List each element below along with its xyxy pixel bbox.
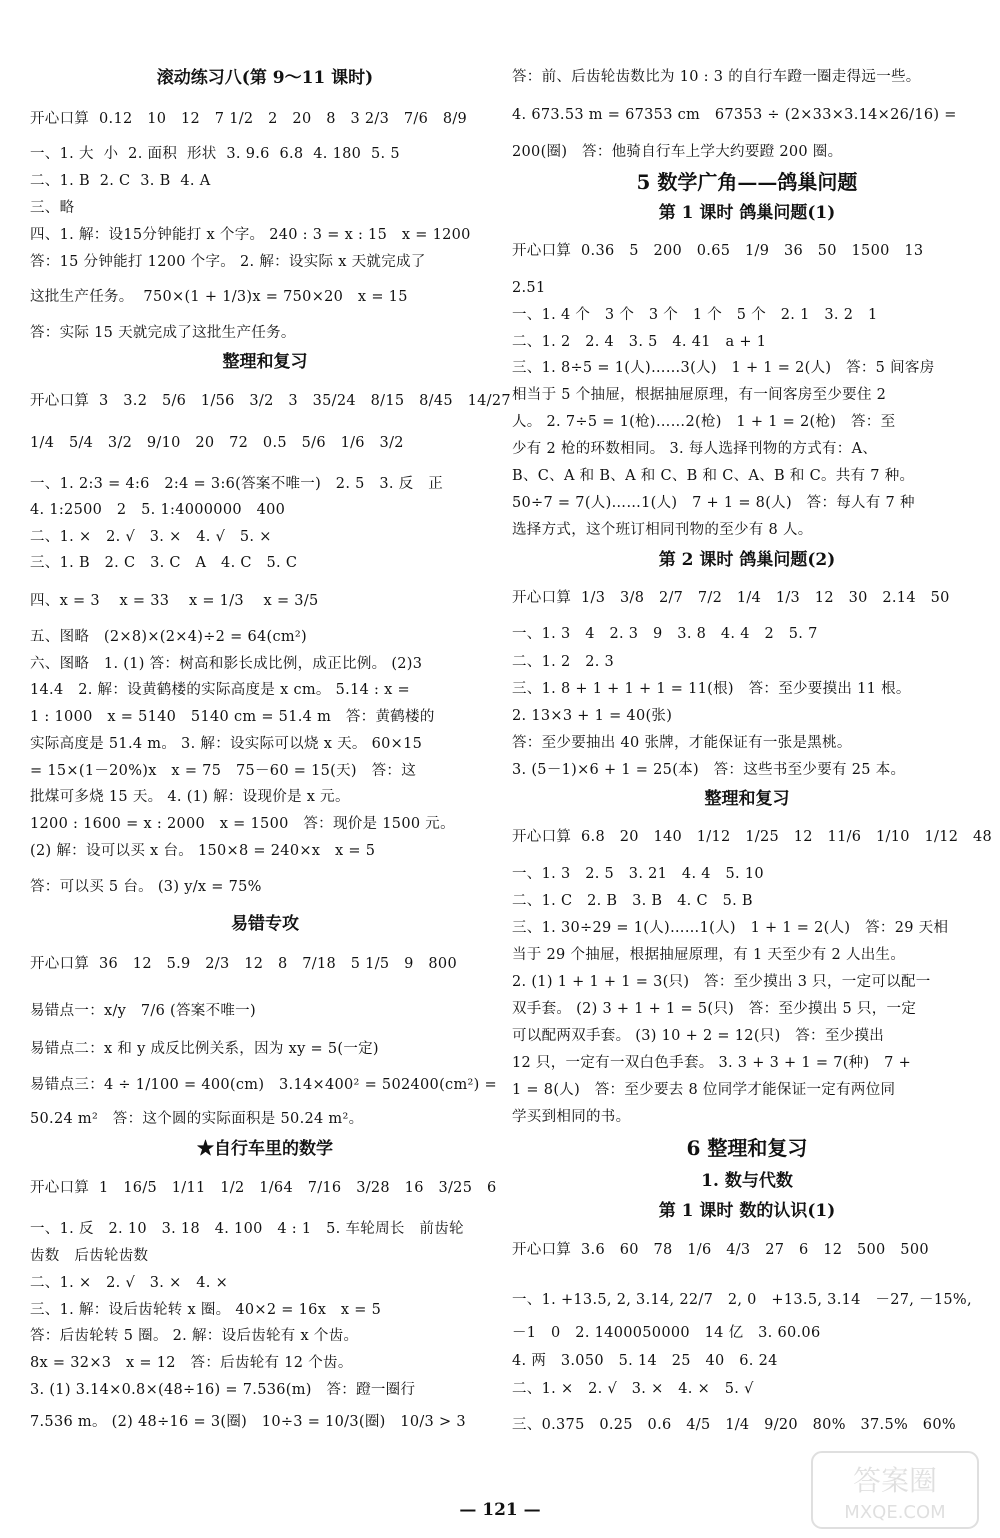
- text-line: 易错点二：x 和 y 成反比例关系，因为 xy = 5(一定): [30, 1041, 379, 1057]
- text-line: 1 = 8(人) 答：至少要去 8 位同学才能保证一定有两位同: [512, 1082, 896, 1098]
- text-line: －1 0 2. 1400050000 14 亿 3. 60.06: [512, 1325, 821, 1341]
- text-line: 50÷7 = 7(人)……1(人) 7 + 1 = 8(人) 答：每人有 7 种: [512, 495, 915, 511]
- text-line: 开心口算 6.8 20 140 1/12 1/25 12 11/6 1/10 1/12 48: [512, 829, 993, 845]
- text-line: 一、1. 4 个 3 个 3 个 1 个 5 个 2. 1 3. 2 1: [512, 307, 878, 323]
- section-heading: ★自行车里的数学: [197, 1139, 333, 1159]
- text-line: 4. 1:2500 2 5. 1:4000000 400: [30, 502, 286, 518]
- text-line: 三、1. B 2. C 3. C A 4. C 5. C: [30, 555, 298, 571]
- section-heading: 整理和复习: [222, 352, 308, 372]
- text-line: 相当于 5 个抽屉，根据抽屉原理，有一间客房至少要住 2: [512, 387, 887, 403]
- text-line: 开心口算 3 3.2 5/6 1/56 3/2 3 35/24 8/15 8/45 14/27: [30, 393, 511, 409]
- text-line: 四、1. 解：设15分钟能打 x 个字。 240 : 3 = x : 15 x = 1200: [30, 227, 471, 243]
- text-line: 二、1. B 2. C 3. B 4. A: [30, 173, 211, 189]
- text-line: 二、1. C 2. B 3. B 4. C 5. B: [512, 893, 753, 909]
- text-line: 8x = 32×3 x = 12 答：后齿轮有 12 个齿。: [30, 1355, 353, 1371]
- page-number: — 121 —: [459, 1500, 541, 1520]
- text-line: 答：后齿轮转 5 圈。 2. 解：设后齿轮有 x 个齿。: [30, 1328, 359, 1344]
- text-line: 选择方式，这个班订相同刊物的至少有 8 人。: [512, 522, 813, 538]
- text-line: 答：至少要抽出 40 张牌，才能保证有一张是黑桃。: [512, 735, 852, 751]
- text-line: 可以配两双手套。 (3) 10 + 2 = 12(只) 答：至少摸出: [512, 1028, 885, 1044]
- text-line: 三、略: [30, 200, 75, 216]
- text-line: 二、1. 2 2. 3: [512, 654, 615, 670]
- text-line: 2.51: [512, 280, 546, 296]
- text-line: 这批生产任务。 750×(1 + 1/3)x = 750×20 x = 15: [30, 289, 408, 305]
- text-line: 7.536 m。 (2) 48÷16 = 3(圈) 10÷3 = 10/3(圈) 10/3 > 3: [30, 1414, 466, 1430]
- text-line: 开心口算 0.36 5 200 0.65 1/9 36 50 1500 13: [512, 243, 924, 259]
- text-line: 答：可以买 5 台。 (3) y/x = 75%: [30, 879, 262, 895]
- text-line: 一、1. +13.5, 2, 3.14, 22/7 2, 0 +13.5, 3.14 －27, －15%,: [512, 1292, 972, 1308]
- text-line: 三、1. 8 + 1 + 1 + 1 = 11(根) 答：至少要摸出 11 根。: [512, 681, 911, 697]
- text-line: 答：15 分钟能打 1200 个字。 2. 解：设实际 x 天就完成了: [30, 254, 426, 270]
- section-heading: 第 1 课时 鸽巢问题(1): [658, 203, 836, 223]
- text-line: 答：前、后齿轮齿数比为 10 : 3 的自行车蹬一圈走得远一些。: [512, 69, 921, 85]
- text-line: 50.24 m² 答：这个圆的实际面积是 50.24 m²。: [30, 1111, 364, 1127]
- text-line: 2. 13×3 + 1 = 40(张): [512, 708, 673, 724]
- text-line: 一、1. 2:3 = 4:6 2:4 = 3:6(答案不唯一) 2. 5 3. 反 正: [30, 476, 444, 492]
- text-line: 批煤可多烧 15 天。 4. (1) 解：设现价是 x 元。: [30, 789, 350, 805]
- text-line: 200(圈) 答：他骑自行车上学大约要蹬 200 圈。: [512, 144, 843, 160]
- text-line: 三、1. 30÷29 = 1(人)……1(人) 1 + 1 = 2(人) 答：29 天相: [512, 920, 949, 936]
- chapter-title: 5 数学广角——鸽巢问题: [636, 170, 858, 194]
- text-line: 开心口算 3.6 60 78 1/6 4/3 27 6 12 500 500: [512, 1242, 929, 1258]
- text-line: 五、图略 (2×8)×(2×4)÷2 = 64(cm²): [30, 629, 307, 645]
- text-line: 14.4 2. 解：设黄鹤楼的实际高度是 x cm。 5.14 : x =: [30, 682, 410, 698]
- text-line: 1 : 1000 x = 5140 5140 cm = 51.4 m 答：黄鹤楼的: [30, 709, 435, 725]
- text-line: 一、1. 反 2. 10 3. 18 4. 100 4 : 1 5. 车轮周长 前齿轮: [30, 1221, 464, 1237]
- text-line: 少有 2 枪的环数相同。 3. 每人选择刊物的方式有：A、: [512, 441, 878, 457]
- text-line: 开心口算 0.12 10 12 7 1/2 2 20 8 3 2/3 7/6 8/9: [30, 111, 468, 127]
- text-line: 人。 2. 7÷5 = 1(枪)……2(枪) 1 + 1 = 2(枪) 答：至: [512, 414, 896, 430]
- text-line: 双手套。 (2) 3 + 1 + 1 = 5(只) 答：至少摸出 5 只，一定: [512, 1001, 917, 1017]
- text-line: 4. 673.53 m = 67353 cm 67353 ÷ (2×33×3.14×26/16) =: [512, 107, 957, 123]
- text-line: 2. (1) 1 + 1 + 1 = 3(只) 答：至少摸出 3 只，一定可以配一: [512, 974, 931, 990]
- text-line: 开心口算 1 16/5 1/11 1/2 1/64 7/16 3/28 16 3/25 6: [30, 1180, 497, 1196]
- text-line: 易错点三：4 ÷ 1/100 = 400(cm) 3.14×400² = 502400(cm²) =: [30, 1077, 497, 1093]
- text-line: 一、1. 3 2. 5 3. 21 4. 4 5. 10: [512, 866, 764, 882]
- text-line: = 15×(1－20%)x x = 75 75－60 = 15(天) 答：这: [30, 763, 417, 779]
- text-line: 二、1. × 2. √ 3. × 4. √ 5. ×: [30, 529, 272, 545]
- chapter-title: 6 整理和复习: [686, 1136, 808, 1160]
- text-line: 三、0.375 0.25 0.6 4/5 1/4 9/20 80% 37.5% 60%: [512, 1417, 956, 1433]
- text-line: 六、图略 1. (1) 答：树高和影长成比例，成正比例。 (2)3: [30, 656, 423, 672]
- text-line: 12 只，一定有一双白色手套。 3. 3 + 3 + 1 = 7(种) 7 +: [512, 1055, 912, 1071]
- text-line: 开心口算 36 12 5.9 2/3 12 8 7/18 5 1/5 9 800: [30, 956, 457, 972]
- section-heading: 第 2 课时 鸽巢问题(2): [658, 550, 836, 570]
- text-line: 二、1. × 2. √ 3. × 4. ×: [30, 1275, 229, 1291]
- text-line: (2) 解：设可以买 x 台。 150×8 = 240×x x = 5: [30, 843, 376, 859]
- text-line: 3. (1) 3.14×0.8×(48÷16) = 7.536(m) 答：蹬一圈行: [30, 1382, 416, 1398]
- lesson-title: 第 1 课时 数的认识(1): [658, 1201, 836, 1221]
- text-line: 二、1. × 2. √ 3. × 4. × 5. √: [512, 1381, 754, 1397]
- text-line: 一、1. 3 4 2. 3 9 3. 8 4. 4 2 5. 7: [512, 626, 818, 642]
- text-line: 4. 两 3.050 5. 14 25 40 6. 24: [512, 1353, 778, 1369]
- watermark-text: 答案圈: [852, 1464, 938, 1497]
- text-line: 1200 : 1600 = x : 2000 x = 1500 答：现价是 1500 元。: [30, 816, 455, 832]
- text-line: 开心口算 1/3 3/8 2/7 7/2 1/4 1/3 12 30 2.14 50: [512, 590, 950, 606]
- text-line: 实际高度是 51.4 m。 3. 解：设实际可以烧 x 天。 60×15: [30, 736, 423, 752]
- text-line: 齿数 后齿轮齿数: [30, 1248, 149, 1264]
- text-line: B、C、A 和 B、A 和 C、B 和 C、A、B 和 C。共有 7 种。: [512, 468, 915, 484]
- section-heading: 易错专攻: [231, 914, 299, 934]
- text-line: 3. (5－1)×6 + 1 = 25(本) 答：这些书至少要有 25 本。: [512, 762, 906, 778]
- text-line: 二、1. 2 2. 4 3. 5 4. 41 a + 1: [512, 334, 767, 350]
- text-line: 一、1. 大 小 2. 面积 形状 3. 9.6 6.8 4. 180 5. 5: [30, 146, 400, 162]
- sub-title: 1. 数与代数: [701, 1171, 793, 1191]
- watermark-logo: [810, 1450, 980, 1530]
- section-heading: 整理和复习: [704, 789, 790, 809]
- text-line: 四、x = 3 x = 33 x = 1/3 x = 3/5: [30, 593, 319, 609]
- watermark-url: MXQE.COM: [844, 1502, 946, 1523]
- section-heading: 滚动练习八(第 9～11 课时): [156, 68, 374, 88]
- text-line: 三、1. 解：设后齿轮转 x 圈。 40×2 = 16x x = 5: [30, 1302, 382, 1318]
- text-line: 学买到相同的书。: [512, 1109, 631, 1125]
- text-line: 答：实际 15 天就完成了这批生产任务。: [30, 325, 296, 341]
- text-line: 当于 29 个抽屉，根据抽屉原理，有 1 天至少有 2 人出生。: [512, 947, 906, 963]
- text-line: 三、1. 8÷5 = 1(人)……3(人) 1 + 1 = 2(人) 答：5 间客房: [512, 360, 935, 376]
- text-line: 1/4 5/4 3/2 9/10 20 72 0.5 5/6 1/6 3/2: [30, 435, 404, 451]
- text-line: 易错点一：x/y 7/6 (答案不唯一): [30, 1003, 256, 1019]
